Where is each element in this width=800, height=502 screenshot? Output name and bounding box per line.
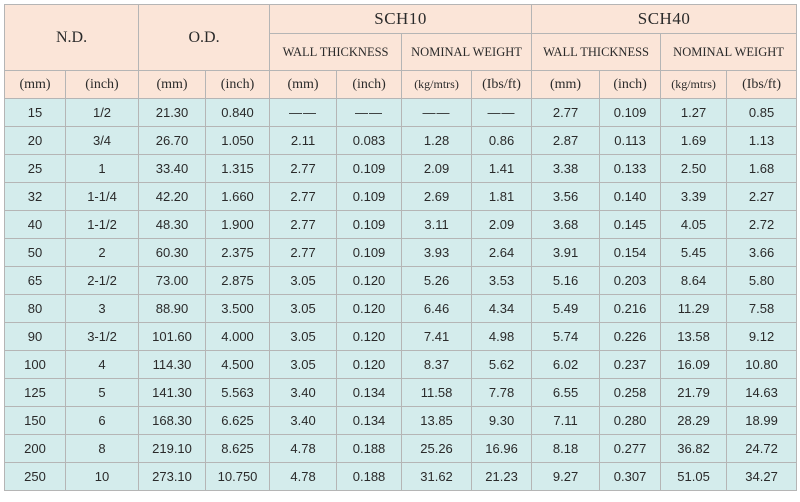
- table-cell: 90: [5, 323, 66, 351]
- table-cell: 2.77: [532, 99, 600, 127]
- header-od: O.D.: [139, 5, 270, 71]
- table-cell: 2.09: [472, 211, 532, 239]
- table-cell: 0.188: [337, 463, 402, 491]
- table-cell: 2.27: [727, 183, 797, 211]
- table-body: [5, 99, 797, 491]
- table-cell: ——: [337, 99, 402, 127]
- unit-cell: (inch): [66, 71, 139, 99]
- table-cell: 4.98: [472, 323, 532, 351]
- table-cell: 28.29: [661, 407, 727, 435]
- table-cell: 14.63: [727, 379, 797, 407]
- unit-cell: (inch): [337, 71, 402, 99]
- table-cell: 13.58: [661, 323, 727, 351]
- table-cell: 0.277: [600, 435, 661, 463]
- table-cell: 2.77: [270, 155, 337, 183]
- table-cell: 0.140: [600, 183, 661, 211]
- table-row: [5, 127, 797, 155]
- table-row: [5, 323, 797, 351]
- table-cell: 5.45: [661, 239, 727, 267]
- table-cell: 2.09: [402, 155, 472, 183]
- table-cell: 42.20: [139, 183, 206, 211]
- header-sch10-nominal-weight: NOMINAL WEIGHT: [402, 34, 532, 71]
- table-cell: 3.56: [532, 183, 600, 211]
- table-cell: 1.050: [206, 127, 270, 155]
- table-cell: ——: [402, 99, 472, 127]
- table-cell: 9.12: [727, 323, 797, 351]
- table-row: [5, 239, 797, 267]
- table-cell: 51.05: [661, 463, 727, 491]
- table-cell: 0.120: [337, 267, 402, 295]
- units-row: [5, 71, 797, 99]
- table-cell: 0.134: [337, 407, 402, 435]
- table-row: [5, 211, 797, 239]
- unit-cell: (mm): [5, 71, 66, 99]
- table-cell: 31.62: [402, 463, 472, 491]
- table-cell: 3.500: [206, 295, 270, 323]
- unit-cell: (inch): [206, 71, 270, 99]
- table-cell: 3.53: [472, 267, 532, 295]
- table-cell: 0.083: [337, 127, 402, 155]
- table-cell: 0.133: [600, 155, 661, 183]
- table-cell: 100: [5, 351, 66, 379]
- table-cell: 10.750: [206, 463, 270, 491]
- table-cell: 1.68: [727, 155, 797, 183]
- table-cell: 168.30: [139, 407, 206, 435]
- table-cell: 1/2: [66, 99, 139, 127]
- table-cell: 0.840: [206, 99, 270, 127]
- table-cell: 2.64: [472, 239, 532, 267]
- table-cell: 4.78: [270, 435, 337, 463]
- table-cell: ——: [472, 99, 532, 127]
- table-cell: 0.280: [600, 407, 661, 435]
- header-sch40-wall-thickness: WALL THICKNESS: [532, 34, 661, 71]
- table-cell: 1.28: [402, 127, 472, 155]
- table-cell: 6.625: [206, 407, 270, 435]
- table-row: [5, 155, 797, 183]
- table-cell: 0.86: [472, 127, 532, 155]
- table-cell: 3.40: [270, 407, 337, 435]
- table-cell: 8.64: [661, 267, 727, 295]
- table-row: [5, 379, 797, 407]
- table-cell: 1-1/2: [66, 211, 139, 239]
- table-cell: 1.69: [661, 127, 727, 155]
- table-cell: 1.315: [206, 155, 270, 183]
- table-cell: 0.85: [727, 99, 797, 127]
- table-cell: 33.40: [139, 155, 206, 183]
- table-cell: 48.30: [139, 211, 206, 239]
- table-row: [5, 295, 797, 323]
- table-cell: 0.109: [337, 183, 402, 211]
- table-cell: 0.120: [337, 295, 402, 323]
- table-cell: 26.70: [139, 127, 206, 155]
- table-cell: 2.50: [661, 155, 727, 183]
- table-cell: 4.05: [661, 211, 727, 239]
- table-cell: 36.82: [661, 435, 727, 463]
- table-cell: 273.10: [139, 463, 206, 491]
- table-cell: 7.78: [472, 379, 532, 407]
- table-cell: 101.60: [139, 323, 206, 351]
- table-cell: 0.120: [337, 351, 402, 379]
- header-sch40: SCH40: [532, 5, 797, 34]
- table-cell: 21.30: [139, 99, 206, 127]
- table-cell: 50: [5, 239, 66, 267]
- table-cell: 16.96: [472, 435, 532, 463]
- table-cell: 60.30: [139, 239, 206, 267]
- table-cell: 2.77: [270, 211, 337, 239]
- table-cell: 5.49: [532, 295, 600, 323]
- table-cell: 1.13: [727, 127, 797, 155]
- table-cell: 2.72: [727, 211, 797, 239]
- table-cell: 6: [66, 407, 139, 435]
- table-cell: 2.875: [206, 267, 270, 295]
- table-cell: 4.34: [472, 295, 532, 323]
- table-cell: 0.203: [600, 267, 661, 295]
- table-cell: 3.91: [532, 239, 600, 267]
- table-cell: 2.11: [270, 127, 337, 155]
- table-cell: 2.375: [206, 239, 270, 267]
- table-cell: 11.29: [661, 295, 727, 323]
- table-cell: 7.58: [727, 295, 797, 323]
- table-cell: 4.500: [206, 351, 270, 379]
- table-cell: 0.226: [600, 323, 661, 351]
- table-cell: 20: [5, 127, 66, 155]
- table-cell: 0.109: [337, 211, 402, 239]
- table-cell: 2: [66, 239, 139, 267]
- table-cell: 21.79: [661, 379, 727, 407]
- table-cell: 114.30: [139, 351, 206, 379]
- unit-cell: (Ibs/ft): [727, 71, 797, 99]
- table-cell: 3.93: [402, 239, 472, 267]
- table-cell: ——: [270, 99, 337, 127]
- table-cell: 1.41: [472, 155, 532, 183]
- table-cell: 25: [5, 155, 66, 183]
- table-cell: 219.10: [139, 435, 206, 463]
- table-cell: 0.216: [600, 295, 661, 323]
- table-cell: 1: [66, 155, 139, 183]
- table-cell: 8.625: [206, 435, 270, 463]
- table-cell: 15: [5, 99, 66, 127]
- table-cell: 1.27: [661, 99, 727, 127]
- table-cell: 80: [5, 295, 66, 323]
- unit-cell: (mm): [532, 71, 600, 99]
- table-cell: 5.16: [532, 267, 600, 295]
- table-cell: 3: [66, 295, 139, 323]
- unit-cell: (kg/mtrs): [402, 71, 472, 99]
- table-cell: 3-1/2: [66, 323, 139, 351]
- table-cell: 1.900: [206, 211, 270, 239]
- table-cell: 34.27: [727, 463, 797, 491]
- table-cell: 3.39: [661, 183, 727, 211]
- table-row: [5, 407, 797, 435]
- table-cell: 0.109: [337, 155, 402, 183]
- table-cell: 88.90: [139, 295, 206, 323]
- table-cell: 1.81: [472, 183, 532, 211]
- table-cell: 1.660: [206, 183, 270, 211]
- table-cell: 0.258: [600, 379, 661, 407]
- table-cell: 0.154: [600, 239, 661, 267]
- table-cell: 5.563: [206, 379, 270, 407]
- table-cell: 3.40: [270, 379, 337, 407]
- table-cell: 2-1/2: [66, 267, 139, 295]
- table-cell: 6.55: [532, 379, 600, 407]
- table-cell: 0.237: [600, 351, 661, 379]
- header-sch10-wall-thickness: WALL THICKNESS: [270, 34, 402, 71]
- table-cell: 1-1/4: [66, 183, 139, 211]
- table-cell: 0.109: [337, 239, 402, 267]
- table-cell: 0.113: [600, 127, 661, 155]
- table-cell: 11.58: [402, 379, 472, 407]
- table-cell: 125: [5, 379, 66, 407]
- table-row: [5, 267, 797, 295]
- pipe-schedule-table: [4, 4, 797, 491]
- table-cell: 2.87: [532, 127, 600, 155]
- table-cell: 65: [5, 267, 66, 295]
- table-cell: 25.26: [402, 435, 472, 463]
- table-cell: 141.30: [139, 379, 206, 407]
- table-cell: 3.11: [402, 211, 472, 239]
- table-cell: 4.000: [206, 323, 270, 351]
- table-cell: 4: [66, 351, 139, 379]
- table-cell: 0.109: [600, 99, 661, 127]
- header-sch40-nominal-weight: NOMINAL WEIGHT: [661, 34, 797, 71]
- table-cell: 6.46: [402, 295, 472, 323]
- table-row: [5, 99, 797, 127]
- table-cell: 7.41: [402, 323, 472, 351]
- table-cell: 3.38: [532, 155, 600, 183]
- table-cell: 3.05: [270, 267, 337, 295]
- table-row: [5, 351, 797, 379]
- table-cell: 10: [66, 463, 139, 491]
- table-cell: 7.11: [532, 407, 600, 435]
- unit-cell: (mm): [270, 71, 337, 99]
- table-cell: 32: [5, 183, 66, 211]
- table-cell: 200: [5, 435, 66, 463]
- table-cell: 24.72: [727, 435, 797, 463]
- table-cell: 2.77: [270, 239, 337, 267]
- table-cell: 5: [66, 379, 139, 407]
- table-cell: 2.77: [270, 183, 337, 211]
- table-cell: 3/4: [66, 127, 139, 155]
- table-cell: 0.307: [600, 463, 661, 491]
- table-cell: 3.05: [270, 323, 337, 351]
- table-row: [5, 183, 797, 211]
- table-cell: 13.85: [402, 407, 472, 435]
- table-cell: 5.80: [727, 267, 797, 295]
- table-cell: 3.05: [270, 295, 337, 323]
- unit-cell: (inch): [600, 71, 661, 99]
- table-cell: 16.09: [661, 351, 727, 379]
- table-cell: 18.99: [727, 407, 797, 435]
- table-cell: 8: [66, 435, 139, 463]
- unit-cell: (kg/mtrs): [661, 71, 727, 99]
- table-cell: 3.66: [727, 239, 797, 267]
- unit-cell: (mm): [139, 71, 206, 99]
- table-cell: 10.80: [727, 351, 797, 379]
- table-cell: 3.68: [532, 211, 600, 239]
- table-cell: 3.05: [270, 351, 337, 379]
- table-cell: 5.62: [472, 351, 532, 379]
- table-row: [5, 435, 797, 463]
- table-cell: 4.78: [270, 463, 337, 491]
- header-nd: N.D.: [5, 5, 139, 71]
- table-cell: 8.18: [532, 435, 600, 463]
- table-cell: 2.69: [402, 183, 472, 211]
- table-cell: 150: [5, 407, 66, 435]
- table-cell: 0.134: [337, 379, 402, 407]
- table-cell: 5.74: [532, 323, 600, 351]
- table-cell: 5.26: [402, 267, 472, 295]
- table-cell: 9.27: [532, 463, 600, 491]
- table-cell: 6.02: [532, 351, 600, 379]
- unit-cell: (Ibs/ft): [472, 71, 532, 99]
- table-row: [5, 463, 797, 491]
- table-cell: 9.30: [472, 407, 532, 435]
- table-cell: 0.120: [337, 323, 402, 351]
- table-cell: 8.37: [402, 351, 472, 379]
- table-cell: 0.188: [337, 435, 402, 463]
- table-cell: 250: [5, 463, 66, 491]
- table-cell: 0.145: [600, 211, 661, 239]
- table-cell: 21.23: [472, 463, 532, 491]
- table-cell: 40: [5, 211, 66, 239]
- table-cell: 73.00: [139, 267, 206, 295]
- header-sch10: SCH10: [270, 5, 532, 34]
